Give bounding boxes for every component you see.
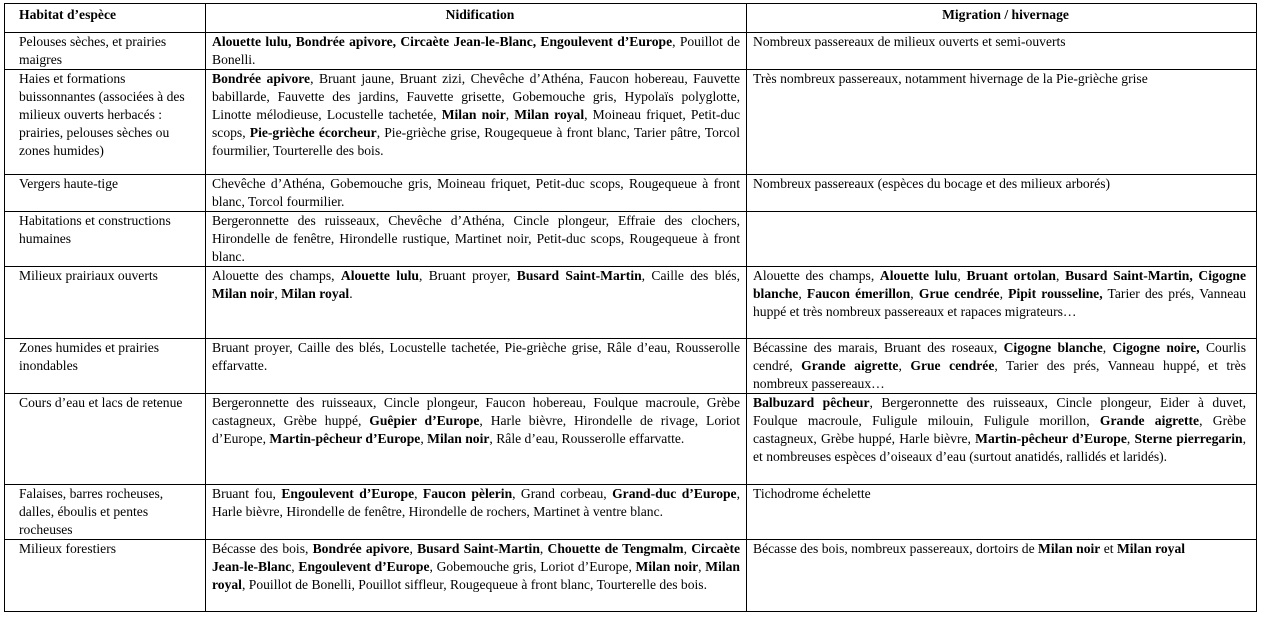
- species-name-bold: Milan royal: [1116, 541, 1186, 556]
- nidification-cell: [206, 540, 747, 612]
- species-name-bold: Martin-pêcheur d’Europe: [269, 431, 421, 446]
- species-name-bold: Cigogne blanche: [1003, 340, 1103, 355]
- species-name-bold: Engoulevent d’Europe: [281, 486, 415, 501]
- table-row: [5, 485, 1257, 540]
- species-name-bold: Balbuzard pêcheur: [753, 395, 870, 410]
- species-text: , Gobemouche gris, Loriot d’Europe,: [429, 559, 636, 574]
- habitat-cell: Milieux forestiers: [5, 540, 206, 612]
- species-name-bold: Faucon pèlerin: [422, 486, 513, 501]
- nidification-cell: [206, 485, 747, 540]
- species-text: ,: [999, 286, 1009, 301]
- species-name-bold: Grande aigrette: [801, 358, 899, 373]
- table-row: [5, 394, 1257, 485]
- species-name-bold: Guêpier d’Europe: [369, 413, 480, 428]
- species-text: ,: [1102, 340, 1113, 355]
- species-text: ,: [420, 431, 428, 446]
- species-text: Bruant fou,: [212, 486, 282, 501]
- species-name-bold: Alouette lulu, Bondrée apivore, Circaète Jean-le-Blanc, Engoulevent d’Europe: [212, 34, 673, 49]
- species-text: Bruant proyer, Caille des blés, Locustelle tachetée, Pie-grièche grise, Râle d’eau, Rousserolle effarvatte.: [212, 340, 740, 373]
- table-row: [5, 339, 1257, 394]
- species-name-bold: Grande aigrette: [1099, 413, 1200, 428]
- species-text: , Pouillot de Bonelli.: [212, 34, 740, 67]
- species-name-bold: Engoulevent d’Europe: [298, 559, 430, 574]
- species-text: Tichodrome échelette: [753, 486, 871, 501]
- species-text: , Caille des blés,: [641, 268, 740, 283]
- nidification-cell: [206, 175, 747, 212]
- species-name-bold: Bondrée apivore: [312, 541, 410, 556]
- habitat-species-table: [4, 3, 1257, 612]
- header-habitat: Habitat d’espèce: [5, 4, 206, 33]
- habitat-cell: Habitations et constructions humaines: [5, 212, 206, 267]
- species-text: ,: [414, 486, 423, 501]
- species-name-bold: Bruant ortolan: [966, 268, 1056, 283]
- habitat-cell: Vergers haute-tige: [5, 175, 206, 212]
- species-text: , Moineau friquet, Petit-duc scops,: [212, 107, 740, 140]
- habitat-cell: Haies et formations buissonnantes (associées à des milieux ouverts herbacés : prairies, pelouses sèches ou zones humides): [5, 70, 206, 175]
- species-text: , Bruant jaune, Bruant zizi, Chevêche d’Athéna, Faucon hobereau, Fauvette babillarde, Fauvette des jardins, Fauvette grisette, Gobemouche gris, Hypolaïs polyglotte, Linotte mélodieuse, Locustelle tachetée,: [212, 71, 740, 122]
- species-text: ,: [910, 286, 919, 301]
- table-row: [5, 70, 1257, 175]
- species-name-bold: Martin-pêcheur d’Europe: [975, 431, 1127, 446]
- species-name-bold: Cigogne noire,: [1112, 340, 1200, 355]
- species-name-bold: Pie-grièche écorcheur: [249, 125, 377, 140]
- species-text: Bécassine des marais, Bruant des roseaux,: [753, 340, 1004, 355]
- species-text: , Grand corbeau,: [512, 486, 613, 501]
- nidification-cell: [206, 267, 747, 339]
- species-name-bold: Milan royal: [514, 107, 585, 122]
- species-text: , Tarier des prés, Vanneau huppé, et très nombreux passereaux…: [753, 358, 1246, 391]
- table-row: [5, 212, 1257, 267]
- species-name-bold: Faucon émerillon: [806, 286, 911, 301]
- species-name-bold: Busard Saint-Martin: [417, 541, 540, 556]
- species-name-bold: Milan noir: [635, 559, 699, 574]
- species-text: ,: [683, 541, 692, 556]
- nidification-cell: [206, 212, 747, 267]
- species-text: et: [1100, 541, 1117, 556]
- species-text: , Grèbe castagneux, Grèbe huppé, Harle bièvre,: [753, 413, 1246, 446]
- header-nidification: Nidification: [206, 4, 747, 33]
- species-name-bold: Milan royal: [212, 559, 740, 592]
- species-name-bold: Milan noir: [427, 431, 490, 446]
- species-text: Très nombreux passereaux, notamment hivernage de la Pie-grièche grise: [753, 71, 1148, 86]
- habitat-cell: Falaises, barres rocheuses, dalles, éboulis et pentes rocheuses: [5, 485, 206, 540]
- species-text: ,: [274, 286, 282, 301]
- table-row: [5, 33, 1257, 70]
- species-text: .: [349, 286, 353, 301]
- species-text: Alouette des champs,: [212, 268, 341, 283]
- species-name-bold: Milan noir: [212, 286, 275, 301]
- table-row: [5, 175, 1257, 212]
- species-text: Tarier des prés, Vanneau huppé et très nombreux passereaux et rapaces migrateurs…: [753, 286, 1247, 319]
- species-text: Courlis cendré,: [753, 340, 1246, 373]
- species-text: ,: [1126, 431, 1135, 446]
- species-text: Bergeronnette des ruisseaux, Chevêche d’Athéna, Cincle plongeur, Effraie des clochers, Hirondelle de fenêtre, Hirondelle rustique, Martinet noir, Petit-duc scops, Rougequeue à front blanc.: [212, 213, 740, 264]
- species-text: , et nombreuses espèces d’oiseaux d’eau (surtout anatidés, rallidés et laridés).: [753, 431, 1246, 464]
- species-name-bold: Milan noir: [441, 107, 506, 122]
- species-text: ,: [291, 559, 299, 574]
- species-text: ,: [898, 358, 911, 373]
- habitat-cell: Zones humides et prairies inondables: [5, 339, 206, 394]
- species-text: ,: [957, 268, 967, 283]
- species-text: ,: [505, 107, 515, 122]
- species-text: Nombreux passereaux (espèces du bocage et des milieux arborés): [753, 176, 1111, 191]
- species-text: , Râle d’eau, Rousserolle effarvatte.: [489, 431, 685, 446]
- table-header-row: [5, 4, 1257, 33]
- migration-cell: [747, 175, 1257, 212]
- species-text: Chevêche d’Athéna, Gobemouche gris, Moineau friquet, Petit-duc scops, Rougequeue à front blanc, Torcol fourmilier.: [212, 176, 740, 209]
- species-text: Nombreux passereaux de milieux ouverts et semi-ouverts: [753, 34, 1066, 49]
- species-text: ,: [698, 559, 706, 574]
- header-migration: Migration / hivernage: [747, 4, 1257, 33]
- species-name-bold: Circaète Jean-le-Blanc: [212, 541, 741, 574]
- species-text: ,: [409, 541, 418, 556]
- table-row: [5, 267, 1257, 339]
- habitat-cell: Pelouses sèches, et prairies maigres: [5, 33, 206, 70]
- species-text: ,: [798, 286, 807, 301]
- species-text: , Harle bièvre, Hirondelle de rivage, Loriot d’Europe,: [212, 413, 740, 446]
- species-name-bold: Busard Saint-Martin: [516, 268, 642, 283]
- nidification-cell: [206, 394, 747, 485]
- habitat-cell: Milieux prairiaux ouverts: [5, 267, 206, 339]
- species-text: Bergeronnette des ruisseaux, Cincle plongeur, Faucon hobereau, Foulque macroule, Grèbe castagneux, Grèbe huppé,: [212, 395, 740, 428]
- species-name-bold: Grand-duc d’Europe: [612, 486, 737, 501]
- species-name-bold: Busard Saint-Martin, Cigogne blanche: [753, 268, 1247, 301]
- species-name-bold: Alouette lulu: [879, 268, 958, 283]
- species-text: , Bruant proyer,: [418, 268, 517, 283]
- species-name-bold: Grue cendrée: [910, 358, 995, 373]
- nidification-cell: [206, 70, 747, 175]
- species-name-bold: Pipit rousseline,: [1008, 286, 1103, 301]
- nidification-cell: [206, 33, 747, 70]
- migration-cell: [747, 339, 1257, 394]
- species-name-bold: Milan noir: [1038, 541, 1101, 556]
- species-name-bold: Milan royal: [281, 286, 350, 301]
- species-text: ,: [1055, 268, 1066, 283]
- migration-cell: [747, 485, 1257, 540]
- species-name-bold: Bondrée apivore: [212, 71, 311, 86]
- species-name-bold: Chouette de Tengmalm: [547, 541, 684, 556]
- migration-cell: [747, 540, 1257, 612]
- species-name-bold: Grue cendrée: [918, 286, 1000, 301]
- migration-cell: [747, 212, 1257, 267]
- species-text: , Pie-grièche grise, Rougequeue à front blanc, Tarier pâtre, Torcol fourmilier, Tourterelle des bois.: [212, 125, 740, 158]
- species-name-bold: Sterne pierregarin: [1134, 431, 1243, 446]
- species-text: , Pouillot de Bonelli, Pouillot siffleur, Rougequeue à front blanc, Tourterelle des bois.: [241, 577, 707, 592]
- migration-cell: [747, 33, 1257, 70]
- migration-cell: [747, 70, 1257, 175]
- table-row: [5, 540, 1257, 612]
- species-text: , Harle bièvre, Hirondelle de fenêtre, Hirondelle de rochers, Martinet à ventre blanc.: [212, 486, 740, 519]
- species-text: Bécasse des bois,: [212, 541, 313, 556]
- nidification-cell: [206, 339, 747, 394]
- species-name-bold: Alouette lulu: [340, 268, 419, 283]
- species-text: ,: [539, 541, 548, 556]
- migration-cell: [747, 267, 1257, 339]
- species-text: , Bergeronnette des ruisseaux, Cincle plongeur, Eider à duvet, Foulque macroule, Fuligule milouin, Fuligule morillon,: [753, 395, 1246, 428]
- habitat-cell: Cours d’eau et lacs de retenue: [5, 394, 206, 485]
- species-text: Bécasse des bois, nombreux passereaux, dortoirs de: [753, 541, 1039, 556]
- table-body: [5, 33, 1257, 612]
- species-text: Alouette des champs,: [753, 268, 880, 283]
- migration-cell: [747, 394, 1257, 485]
